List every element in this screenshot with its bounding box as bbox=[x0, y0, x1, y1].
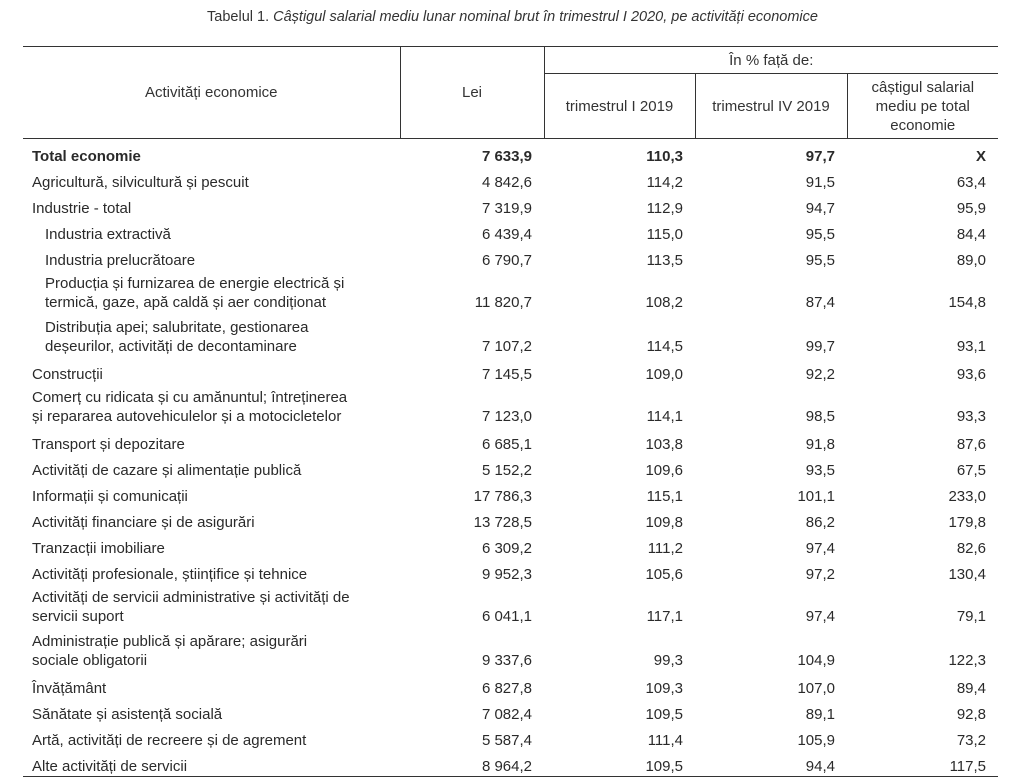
pct-total-economy: 117,5 bbox=[847, 750, 998, 777]
activity-name bbox=[23, 384, 400, 428]
table-row bbox=[23, 139, 998, 167]
header-vs-total-line1: câștigul salarial bbox=[871, 78, 975, 96]
table-row bbox=[23, 384, 998, 428]
activity-name-line1: Activități de servicii administrative și activități de bbox=[32, 589, 350, 606]
pct-q1-2019: 99,3 bbox=[653, 651, 683, 669]
header-vs-total-line3: economie bbox=[890, 116, 956, 134]
lei-value: 8 964,2 bbox=[400, 750, 544, 777]
pct-total-economy: 154,8 bbox=[948, 293, 987, 311]
pct-q4-2019: 105,9 bbox=[797, 731, 835, 749]
activity-name bbox=[23, 532, 400, 558]
pct-total-economy: 122,3 bbox=[948, 651, 987, 669]
header-lei: Lei bbox=[400, 47, 544, 139]
activity-name bbox=[23, 192, 400, 218]
pct-q4-2019: 97,2 bbox=[805, 565, 835, 583]
pct-q4-2019: 93,5 bbox=[805, 461, 835, 479]
pct-total-economy: 130,4 bbox=[948, 565, 987, 583]
table-row bbox=[23, 314, 998, 358]
pct-q4-2019: 91,5 bbox=[805, 173, 835, 191]
activity-name bbox=[23, 506, 400, 532]
pct-total-economy: 73,2 bbox=[956, 731, 987, 749]
pct-total-economy: 87,6 bbox=[956, 435, 987, 453]
lei-value: 7 123,0 bbox=[481, 407, 532, 425]
lei-value: 9 337,6 bbox=[481, 651, 532, 669]
pct-q1-2019: 105,6 bbox=[645, 565, 683, 583]
activity-name-line1: Industrie - total bbox=[32, 199, 132, 217]
activity-name-line1: Producția și furnizarea de energie electrică și bbox=[45, 275, 345, 292]
lei-value: 6 827,8 bbox=[481, 679, 532, 697]
activity-name-line1: Sănătate și asistență socială bbox=[32, 705, 223, 723]
pct-q1-2019: 109,3 bbox=[645, 679, 683, 697]
pct-q4-2019: 97,4 bbox=[805, 539, 835, 557]
activity-name-line1: Învățământ bbox=[32, 679, 107, 697]
table-row bbox=[23, 428, 998, 454]
header-vs-total-line2: mediu pe total bbox=[875, 97, 970, 115]
lei-value: 4 842,6 bbox=[481, 173, 532, 191]
header-percent-group: În % față de: bbox=[544, 47, 998, 74]
lei-value: 6 439,4 bbox=[481, 225, 532, 243]
pct-q1-2019: 111,2 bbox=[647, 539, 683, 557]
pct-q1-2019: 111,4 bbox=[647, 731, 683, 749]
lei-value: 13 728,5 bbox=[473, 513, 532, 531]
activity-name-line1: Industria prelucrătoare bbox=[45, 251, 196, 269]
pct-q4-2019: 104,9 bbox=[797, 651, 835, 669]
pct-q4-2019: 101,1 bbox=[797, 487, 835, 505]
activity-name-line1: Alte activități de servicii bbox=[32, 757, 188, 775]
lei-value: 6 041,1 bbox=[481, 607, 532, 625]
pct-total-economy: 89,0 bbox=[956, 251, 987, 269]
table-row bbox=[23, 558, 998, 584]
activity-name bbox=[23, 672, 400, 698]
pct-q4-2019: 95,5 bbox=[805, 225, 835, 243]
activity-name-line1: Industria extractivă bbox=[45, 225, 171, 243]
pct-total-economy: 92,8 bbox=[956, 705, 987, 723]
activity-name bbox=[23, 314, 400, 358]
pct-q1-2019: 110,3 bbox=[646, 147, 683, 165]
header-vs-total bbox=[847, 74, 998, 139]
activity-name bbox=[23, 584, 400, 628]
activity-name bbox=[23, 628, 400, 672]
pct-q4-2019: 86,2 bbox=[805, 513, 835, 531]
table-row bbox=[23, 724, 998, 750]
lei-value: 6 790,7 bbox=[481, 251, 532, 269]
activity-name-line1: Agricultură, silvicultură și pescuit bbox=[32, 173, 249, 191]
activity-name-line1: Activități de cazare și alimentație publică bbox=[32, 461, 302, 479]
lei-value: 11 820,7 bbox=[474, 293, 532, 311]
lei-value: 9 952,3 bbox=[481, 565, 532, 583]
pct-q1-2019: 114,1 bbox=[646, 407, 683, 425]
pct-q1-2019: 109,5 bbox=[645, 705, 683, 723]
caption-prefix: Tabelul 1. bbox=[207, 9, 270, 25]
lei-value: 5 587,4 bbox=[481, 731, 532, 749]
activity-name-line1: Informații și comunicații bbox=[32, 487, 188, 505]
table-row bbox=[23, 628, 998, 672]
activity-name-line1: Comerț cu ridicata și cu amănuntul; întreținerea bbox=[32, 389, 348, 406]
activity-name bbox=[23, 218, 400, 244]
pct-q1-2019: 112,9 bbox=[646, 199, 683, 217]
activity-name-line1: Artă, activități de recreere și de agrement bbox=[32, 731, 307, 749]
lei-value: 7 319,9 bbox=[481, 199, 532, 217]
table-row bbox=[23, 506, 998, 532]
table-row bbox=[23, 192, 998, 218]
activity-name-line1: Total economie bbox=[32, 147, 141, 165]
activity-name bbox=[23, 698, 400, 724]
activity-name-line1: Activități financiare și de asigurări bbox=[32, 513, 255, 531]
pct-q1-2019: 115,1 bbox=[646, 487, 683, 505]
pct-q4-2019: 94,7 bbox=[805, 199, 835, 217]
pct-q4-2019: 95,5 bbox=[805, 251, 835, 269]
pct-q1-2019: 109,8 bbox=[645, 513, 683, 531]
activity-name bbox=[23, 454, 400, 480]
wage-table bbox=[23, 46, 998, 777]
lei-value: 17 786,3 bbox=[473, 487, 532, 505]
pct-total-economy: 233,0 bbox=[948, 487, 987, 505]
pct-total-economy: 79,1 bbox=[956, 607, 987, 625]
activity-name bbox=[23, 166, 400, 192]
lei-value: 6 685,1 bbox=[481, 435, 532, 453]
table-row bbox=[23, 750, 998, 777]
pct-q4-2019: 97,7 bbox=[805, 147, 835, 165]
table-row bbox=[23, 218, 998, 244]
table-row bbox=[23, 480, 998, 506]
activity-name-line1: Distribuția apei; salubritate, gestionarea bbox=[45, 319, 309, 336]
pct-q4-2019: 99,7 bbox=[805, 337, 835, 355]
pct-q1-2019: 114,2 bbox=[646, 173, 683, 191]
pct-q1-2019: 109,6 bbox=[645, 461, 683, 479]
table-header bbox=[23, 47, 998, 139]
activity-name-line1: Activități profesionale, științifice și tehnice bbox=[32, 565, 308, 583]
pct-q4-2019: 91,8 bbox=[805, 435, 835, 453]
activity-name-line1: Construcții bbox=[32, 365, 103, 383]
pct-total-economy: 67,5 bbox=[956, 461, 987, 479]
header-q1-2019: trimestrul I 2019 bbox=[544, 74, 695, 139]
pct-q4-2019: 89,1 bbox=[805, 705, 835, 723]
pct-total-economy: X bbox=[976, 147, 987, 165]
activity-name bbox=[23, 750, 400, 777]
pct-total-economy: 179,8 bbox=[948, 513, 987, 531]
activity-name-line2: termică, gaze, apă caldă și aer condiționat bbox=[45, 293, 326, 311]
table-row bbox=[23, 532, 998, 558]
lei-value: 6 309,2 bbox=[481, 539, 532, 557]
activity-name bbox=[23, 244, 400, 270]
pct-q1-2019: 109,5 bbox=[544, 750, 695, 777]
pct-total-economy: 84,4 bbox=[956, 225, 987, 243]
pct-total-economy: 89,4 bbox=[956, 679, 987, 697]
lei-value: 7 107,2 bbox=[481, 337, 532, 355]
header-activity: Activități economice bbox=[23, 47, 400, 139]
pct-total-economy: 93,3 bbox=[956, 407, 987, 425]
activity-name-line2: deșeurilor, activități de decontaminare bbox=[45, 337, 297, 355]
activity-name-line1: Tranzacții imobiliare bbox=[32, 539, 165, 557]
pct-q4-2019: 87,4 bbox=[805, 293, 835, 311]
activity-name bbox=[23, 558, 400, 584]
pct-total-economy: 82,6 bbox=[956, 539, 987, 557]
pct-q4-2019: 107,0 bbox=[797, 679, 835, 697]
pct-q1-2019: 109,0 bbox=[645, 365, 683, 383]
activity-name-line2: servicii suport bbox=[32, 607, 124, 625]
lei-value: 7 082,4 bbox=[481, 705, 532, 723]
header-q4-2019: trimestrul IV 2019 bbox=[695, 74, 847, 139]
table-row bbox=[23, 166, 998, 192]
activity-name bbox=[23, 270, 400, 314]
pct-q4-2019: 92,2 bbox=[805, 365, 835, 383]
pct-q1-2019: 113,5 bbox=[646, 251, 683, 269]
caption-title: Câștigul salarial mediu lunar nominal brut în trimestrul I 2020, pe activități economice bbox=[273, 9, 818, 25]
pct-q1-2019: 103,8 bbox=[645, 435, 683, 453]
pct-total-economy: 95,9 bbox=[956, 199, 987, 217]
activity-name bbox=[23, 358, 400, 384]
pct-q4-2019: 97,4 bbox=[805, 607, 835, 625]
pct-total-economy: 93,1 bbox=[956, 337, 987, 355]
table-row bbox=[23, 672, 998, 698]
pct-q1-2019: 114,5 bbox=[646, 337, 683, 355]
table-row bbox=[23, 270, 998, 314]
table-row bbox=[23, 244, 998, 270]
lei-value: 7 145,5 bbox=[481, 365, 532, 383]
table-body bbox=[23, 139, 998, 777]
pct-q1-2019: 108,2 bbox=[645, 293, 683, 311]
activity-name-line2: și repararea autovehiculelor și a motocicletelor bbox=[32, 407, 342, 425]
activity-name bbox=[23, 480, 400, 506]
pct-q1-2019: 115,0 bbox=[646, 225, 683, 243]
activity-name bbox=[23, 428, 400, 454]
pct-total-economy: 93,6 bbox=[956, 365, 987, 383]
activity-name-line2: sociale obligatorii bbox=[32, 651, 148, 669]
pct-q4-2019: 94,4 bbox=[695, 750, 847, 777]
activity-name-line1: Transport și depozitare bbox=[32, 435, 185, 453]
pct-total-economy: 63,4 bbox=[956, 173, 987, 191]
activity-name bbox=[23, 724, 400, 750]
pct-q1-2019: 117,1 bbox=[646, 607, 683, 625]
table-row bbox=[23, 454, 998, 480]
activity-name bbox=[23, 139, 400, 167]
table-row bbox=[23, 698, 998, 724]
pct-q4-2019: 98,5 bbox=[805, 407, 835, 425]
lei-value: 5 152,2 bbox=[481, 461, 532, 479]
table-row bbox=[23, 358, 998, 384]
table-row bbox=[23, 584, 998, 628]
lei-value: 7 633,9 bbox=[481, 147, 532, 165]
table-caption bbox=[0, 9, 1025, 25]
activity-name-line1: Administrație publică și apărare; asigurări bbox=[32, 633, 308, 650]
